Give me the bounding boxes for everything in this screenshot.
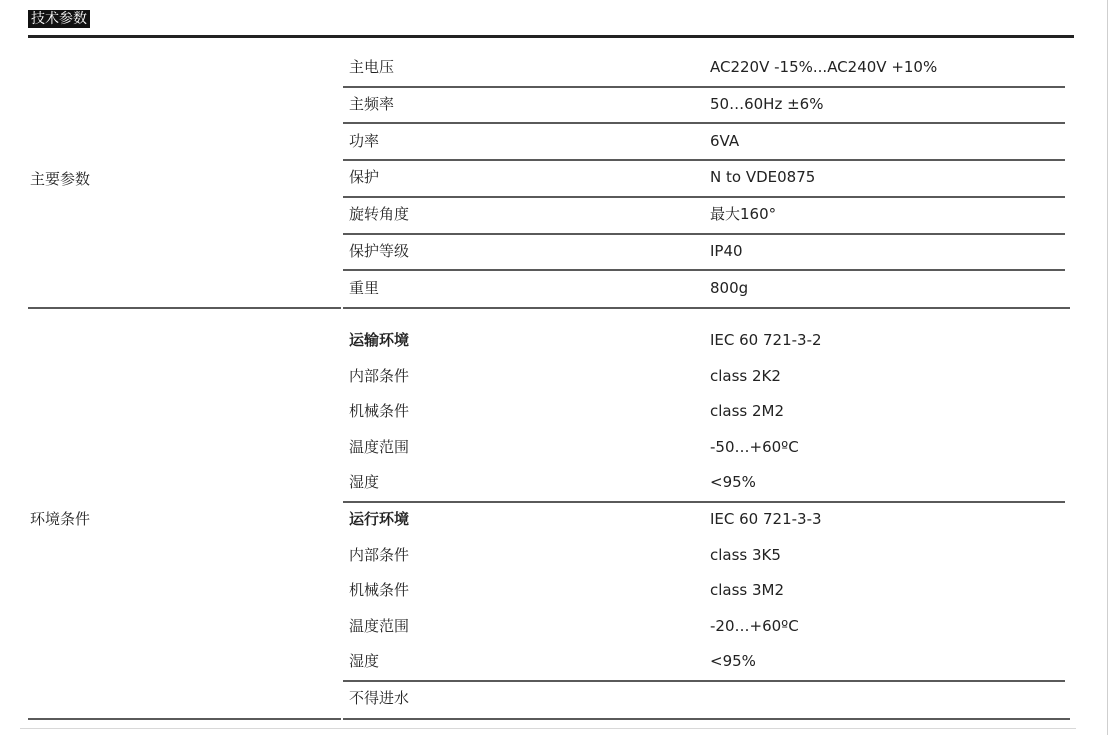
section-divider <box>343 307 1070 309</box>
spec-key: 保护等级 <box>349 242 410 260</box>
spec-value: IEC 60 721-3-2 <box>710 331 822 349</box>
section-label-main-params: 主要参数 <box>30 170 91 188</box>
spec-value: class 2M2 <box>710 402 785 420</box>
row-divider <box>343 269 1065 271</box>
section-title: 技术参数 <box>28 10 90 28</box>
spec-value: IEC 60 721-3-3 <box>710 510 822 528</box>
section-divider <box>343 718 1070 720</box>
title-rule <box>28 35 1074 38</box>
spec-key: 机械条件 <box>349 581 410 599</box>
spec-value: 最大160° <box>710 205 777 223</box>
spec-key: 温度范围 <box>349 438 410 456</box>
row-divider <box>343 86 1065 88</box>
row-divider <box>343 680 1065 682</box>
spec-key: 温度范围 <box>349 617 410 635</box>
bottom-divider <box>20 728 1076 729</box>
spec-value: 50…60Hz ±6% <box>710 95 824 113</box>
spec-key: 功率 <box>349 132 380 150</box>
spec-key: 内部条件 <box>349 367 410 385</box>
spec-value: class 3M2 <box>710 581 785 599</box>
spec-key: 旋转角度 <box>349 205 410 223</box>
page-edge <box>1107 0 1108 735</box>
spec-value: class 3K5 <box>710 546 781 564</box>
spec-value: N to VDE0875 <box>710 168 816 186</box>
row-divider <box>343 159 1065 161</box>
spec-key: 机械条件 <box>349 402 410 420</box>
spec-value: -20…+60ºC <box>710 617 799 635</box>
spec-value: <95% <box>710 652 756 670</box>
spec-value: AC220V -15%...AC240V +10% <box>710 58 938 76</box>
spec-key: 重里 <box>349 279 380 297</box>
spec-subheading: 运输环境 <box>349 331 410 349</box>
spec-value: class 2K2 <box>710 367 781 385</box>
section-divider <box>28 307 341 309</box>
spec-key: 湿度 <box>349 473 380 491</box>
spec-key: 不得进水 <box>349 689 410 707</box>
spec-key: 内部条件 <box>349 546 410 564</box>
spec-value: 6VA <box>710 132 740 150</box>
section-divider <box>28 718 341 720</box>
spec-key: 保护 <box>349 168 380 186</box>
spec-value: <95% <box>710 473 756 491</box>
spec-key: 主频率 <box>349 95 395 113</box>
row-divider <box>343 196 1065 198</box>
spec-value: 800g <box>710 279 749 297</box>
section-label-environment: 环境条件 <box>30 510 91 528</box>
row-divider <box>343 122 1065 124</box>
spec-key: 湿度 <box>349 652 380 670</box>
row-divider <box>343 233 1065 235</box>
row-divider <box>343 501 1065 503</box>
spec-subheading: 运行环境 <box>349 510 410 528</box>
spec-value: IP40 <box>710 242 743 260</box>
spec-value: -50…+60ºC <box>710 438 799 456</box>
spec-key: 主电压 <box>349 58 395 76</box>
